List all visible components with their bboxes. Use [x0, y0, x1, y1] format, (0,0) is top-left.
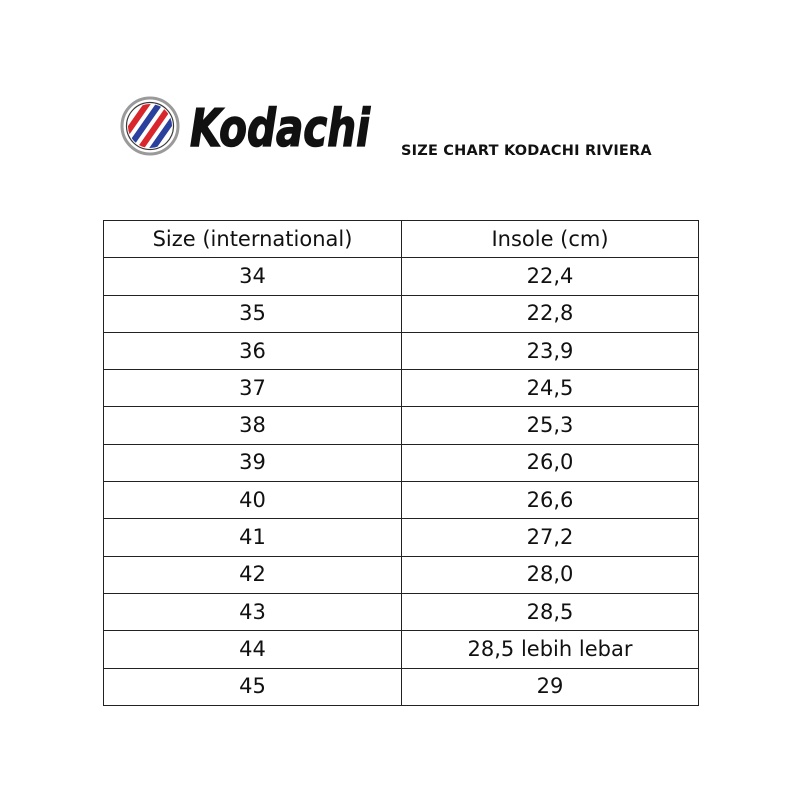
- size-cell: 41: [104, 519, 402, 556]
- size-cell: 37: [104, 370, 402, 407]
- size-cell: 42: [104, 556, 402, 593]
- table-row: [104, 407, 699, 444]
- insole-cell: 29: [402, 668, 699, 705]
- table-row: [104, 258, 699, 295]
- column-header-insole: Insole (cm): [402, 221, 699, 258]
- insole-cell: 28,5 lebih lebar: [402, 631, 699, 668]
- insole-cell: 26,6: [402, 482, 699, 519]
- page-title: SIZE CHART KODACHI RIVIERA: [401, 143, 652, 159]
- table-header-row: [104, 221, 699, 258]
- svg-text:Kodachi: Kodachi: [190, 99, 371, 159]
- insole-cell: 26,0: [402, 444, 699, 481]
- table-row: [104, 332, 699, 369]
- table-row: [104, 556, 699, 593]
- size-cell: 45: [104, 668, 402, 705]
- table-row: [104, 593, 699, 630]
- table-row: [104, 295, 699, 332]
- size-cell: 34: [104, 258, 402, 295]
- size-chart-table: [103, 220, 699, 706]
- insole-cell: 28,5: [402, 593, 699, 630]
- insole-cell: 22,8: [402, 295, 699, 332]
- kodachi-wordmark: [186, 88, 376, 160]
- table-row: [104, 370, 699, 407]
- table-row: [104, 482, 699, 519]
- table-row: [104, 519, 699, 556]
- size-cell: 40: [104, 482, 402, 519]
- insole-cell: 27,2: [402, 519, 699, 556]
- size-cell: 35: [104, 295, 402, 332]
- kodachi-logo-icon: [120, 96, 180, 156]
- insole-cell: 25,3: [402, 407, 699, 444]
- insole-cell: 23,9: [402, 332, 699, 369]
- insole-cell: 24,5: [402, 370, 699, 407]
- size-cell: 39: [104, 444, 402, 481]
- table-row: [104, 668, 699, 705]
- size-cell: 43: [104, 593, 402, 630]
- size-cell: 38: [104, 407, 402, 444]
- column-header-size: Size (international): [104, 221, 402, 258]
- table-row: [104, 444, 699, 481]
- insole-cell: 28,0: [402, 556, 699, 593]
- size-cell: 36: [104, 332, 402, 369]
- table-row: [104, 631, 699, 668]
- insole-cell: 22,4: [402, 258, 699, 295]
- size-cell: 44: [104, 631, 402, 668]
